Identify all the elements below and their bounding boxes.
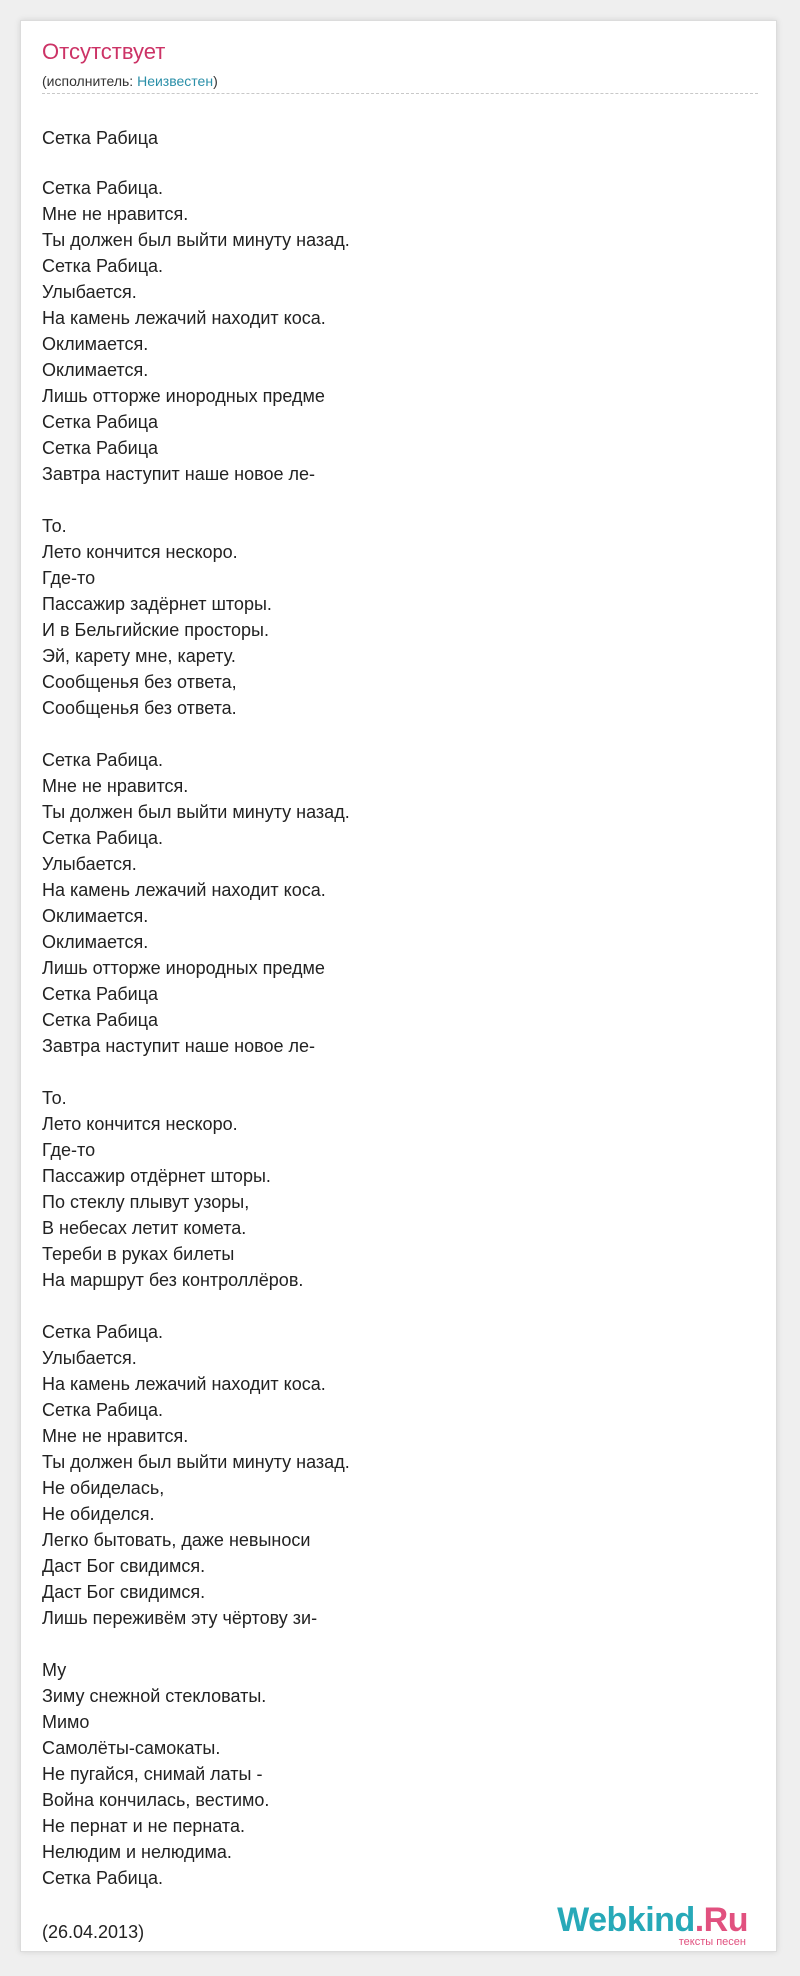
lyrics-line: Ты должен был выйти минуту назад. xyxy=(42,230,350,250)
lyrics-line: Сетка Рабица xyxy=(42,1010,159,1030)
publication-date: (26.04.2013) xyxy=(42,1922,145,1942)
lyrics-stanza xyxy=(42,513,350,721)
lyrics-line: Сетка Рабица xyxy=(42,412,159,432)
lyrics-line: Где-то xyxy=(42,568,96,588)
lyrics-line: Мне не нравится. xyxy=(42,1426,189,1446)
lyrics-line: Оклимается. xyxy=(42,360,149,380)
lyrics-line: Лишь переживём эту чёртову зи- xyxy=(42,1608,318,1628)
lyrics-line: Даст Бог свидимся. xyxy=(42,1582,206,1602)
lyrics-line: Война кончилась, вестимо. xyxy=(42,1790,270,1810)
lyrics-line: Завтра наступит наше новое ле- xyxy=(42,464,316,484)
lyrics-line: Даст Бог свидимся. xyxy=(42,1556,206,1576)
lyrics-line: Сетка Рабица. xyxy=(42,1868,164,1888)
lyrics-stanza xyxy=(42,1319,350,1631)
lyrics-line: Сетка Рабица. xyxy=(42,828,164,848)
lyrics-line: Сообщенья без ответа, xyxy=(42,672,237,692)
lyrics-line: Лето кончится нескоро. xyxy=(42,1114,238,1134)
logo-wordmark xyxy=(557,1901,748,1939)
lyrics-line: Улыбается. xyxy=(42,282,137,302)
header-divider xyxy=(42,93,758,94)
lyrics-line: Эй, карету мне, карету. xyxy=(42,646,236,666)
lyrics-line: Оклимается. xyxy=(42,334,149,354)
lyrics-line: Где-то xyxy=(42,1140,96,1160)
artist-suffix: ) xyxy=(213,73,218,89)
logo-word: Webkind xyxy=(557,1901,695,1939)
lyrics-line: Лишь отторже инородных предме xyxy=(42,958,325,978)
artist-link[interactable]: Неизвестен xyxy=(137,73,214,89)
lyrics-line: По стеклу плывут узоры, xyxy=(42,1192,250,1212)
lyrics-stanza xyxy=(42,747,350,1059)
lyrics-line: Ты должен был выйти минуту назад. xyxy=(42,802,350,822)
lyrics-stanza xyxy=(42,1657,350,1891)
lyrics-body xyxy=(42,175,350,1917)
lyrics-line: Оклимается. xyxy=(42,906,149,926)
lyrics-line: И в Бельгийские просторы. xyxy=(42,620,269,640)
lyrics-line: Не обиделась, xyxy=(42,1478,165,1498)
lyrics-stanza xyxy=(42,1085,350,1293)
song-title: Отсутствует xyxy=(42,39,166,64)
lyrics-line: На камень лежачий находит коса. xyxy=(42,308,326,328)
lyrics-line: Мне не нравится. xyxy=(42,204,189,224)
lyrics-line: Самолёты-самокаты. xyxy=(42,1738,221,1758)
lyrics-line: Сетка Рабица. xyxy=(42,178,164,198)
lyrics-line: Легко бытовать, даже невыноси xyxy=(42,1530,311,1550)
lyrics-line: Зиму снежной стекловаты. xyxy=(42,1686,267,1706)
lyrics-line: Сетка Рабица. xyxy=(42,1322,164,1342)
lyrics-stanza xyxy=(42,175,350,487)
artist-prefix: (исполнитель: xyxy=(42,73,138,89)
lyrics-line: Сетка Рабица. xyxy=(42,256,164,276)
logo-tld: .Ru xyxy=(694,1901,748,1939)
lyrics-line: Пассажир отдёрнет шторы. xyxy=(42,1166,271,1186)
lyrics-line: Ты должен был выйти минуту назад. xyxy=(42,1452,350,1472)
artist-line xyxy=(42,73,218,89)
lyrics-line: Сетка Рабица xyxy=(42,984,159,1004)
lyrics-title: Сетка Рабица xyxy=(42,128,159,148)
webkind-logo[interactable] xyxy=(553,1901,748,1951)
lyrics-card xyxy=(20,20,777,1952)
lyrics-line: На камень лежачий находит коса. xyxy=(42,880,326,900)
lyrics-line: Сетка Рабица xyxy=(42,438,159,458)
lyrics-line: Лишь отторже инородных предме xyxy=(42,386,325,406)
lyrics-line: На маршрут без контроллёров. xyxy=(42,1270,304,1290)
logo-tagline: тексты песен xyxy=(678,1936,746,1948)
lyrics-line: Мимо xyxy=(42,1712,90,1732)
lyrics-line: Тереби в руках билеты xyxy=(42,1244,235,1264)
lyrics-line: Сетка Рабица. xyxy=(42,750,164,770)
lyrics-line: Не обиделся. xyxy=(42,1504,155,1524)
lyrics-line: Не пернат и не перната. xyxy=(42,1816,245,1836)
lyrics-line: Улыбается. xyxy=(42,1348,137,1368)
lyrics-line: Сетка Рабица. xyxy=(42,1400,164,1420)
lyrics-line: Му xyxy=(42,1660,67,1680)
lyrics-line: То. xyxy=(42,516,67,536)
lyrics-line: Мне не нравится. xyxy=(42,776,189,796)
lyrics-line: То. xyxy=(42,1088,67,1108)
lyrics-line: Оклимается. xyxy=(42,932,149,952)
lyrics-line: Завтра наступит наше новое ле- xyxy=(42,1036,316,1056)
lyrics-line: Лето кончится нескоро. xyxy=(42,542,238,562)
lyrics-line: На камень лежачий находит коса. xyxy=(42,1374,326,1394)
lyrics-line: Улыбается. xyxy=(42,854,137,874)
lyrics-line: В небесах летит комета. xyxy=(42,1218,247,1238)
lyrics-line: Нелюдим и нелюдима. xyxy=(42,1842,232,1862)
lyrics-line: Пассажир задёрнет шторы. xyxy=(42,594,272,614)
lyrics-line: Не пугайся, снимай латы - xyxy=(42,1764,263,1784)
lyrics-line: Сообщенья без ответа. xyxy=(42,698,237,718)
